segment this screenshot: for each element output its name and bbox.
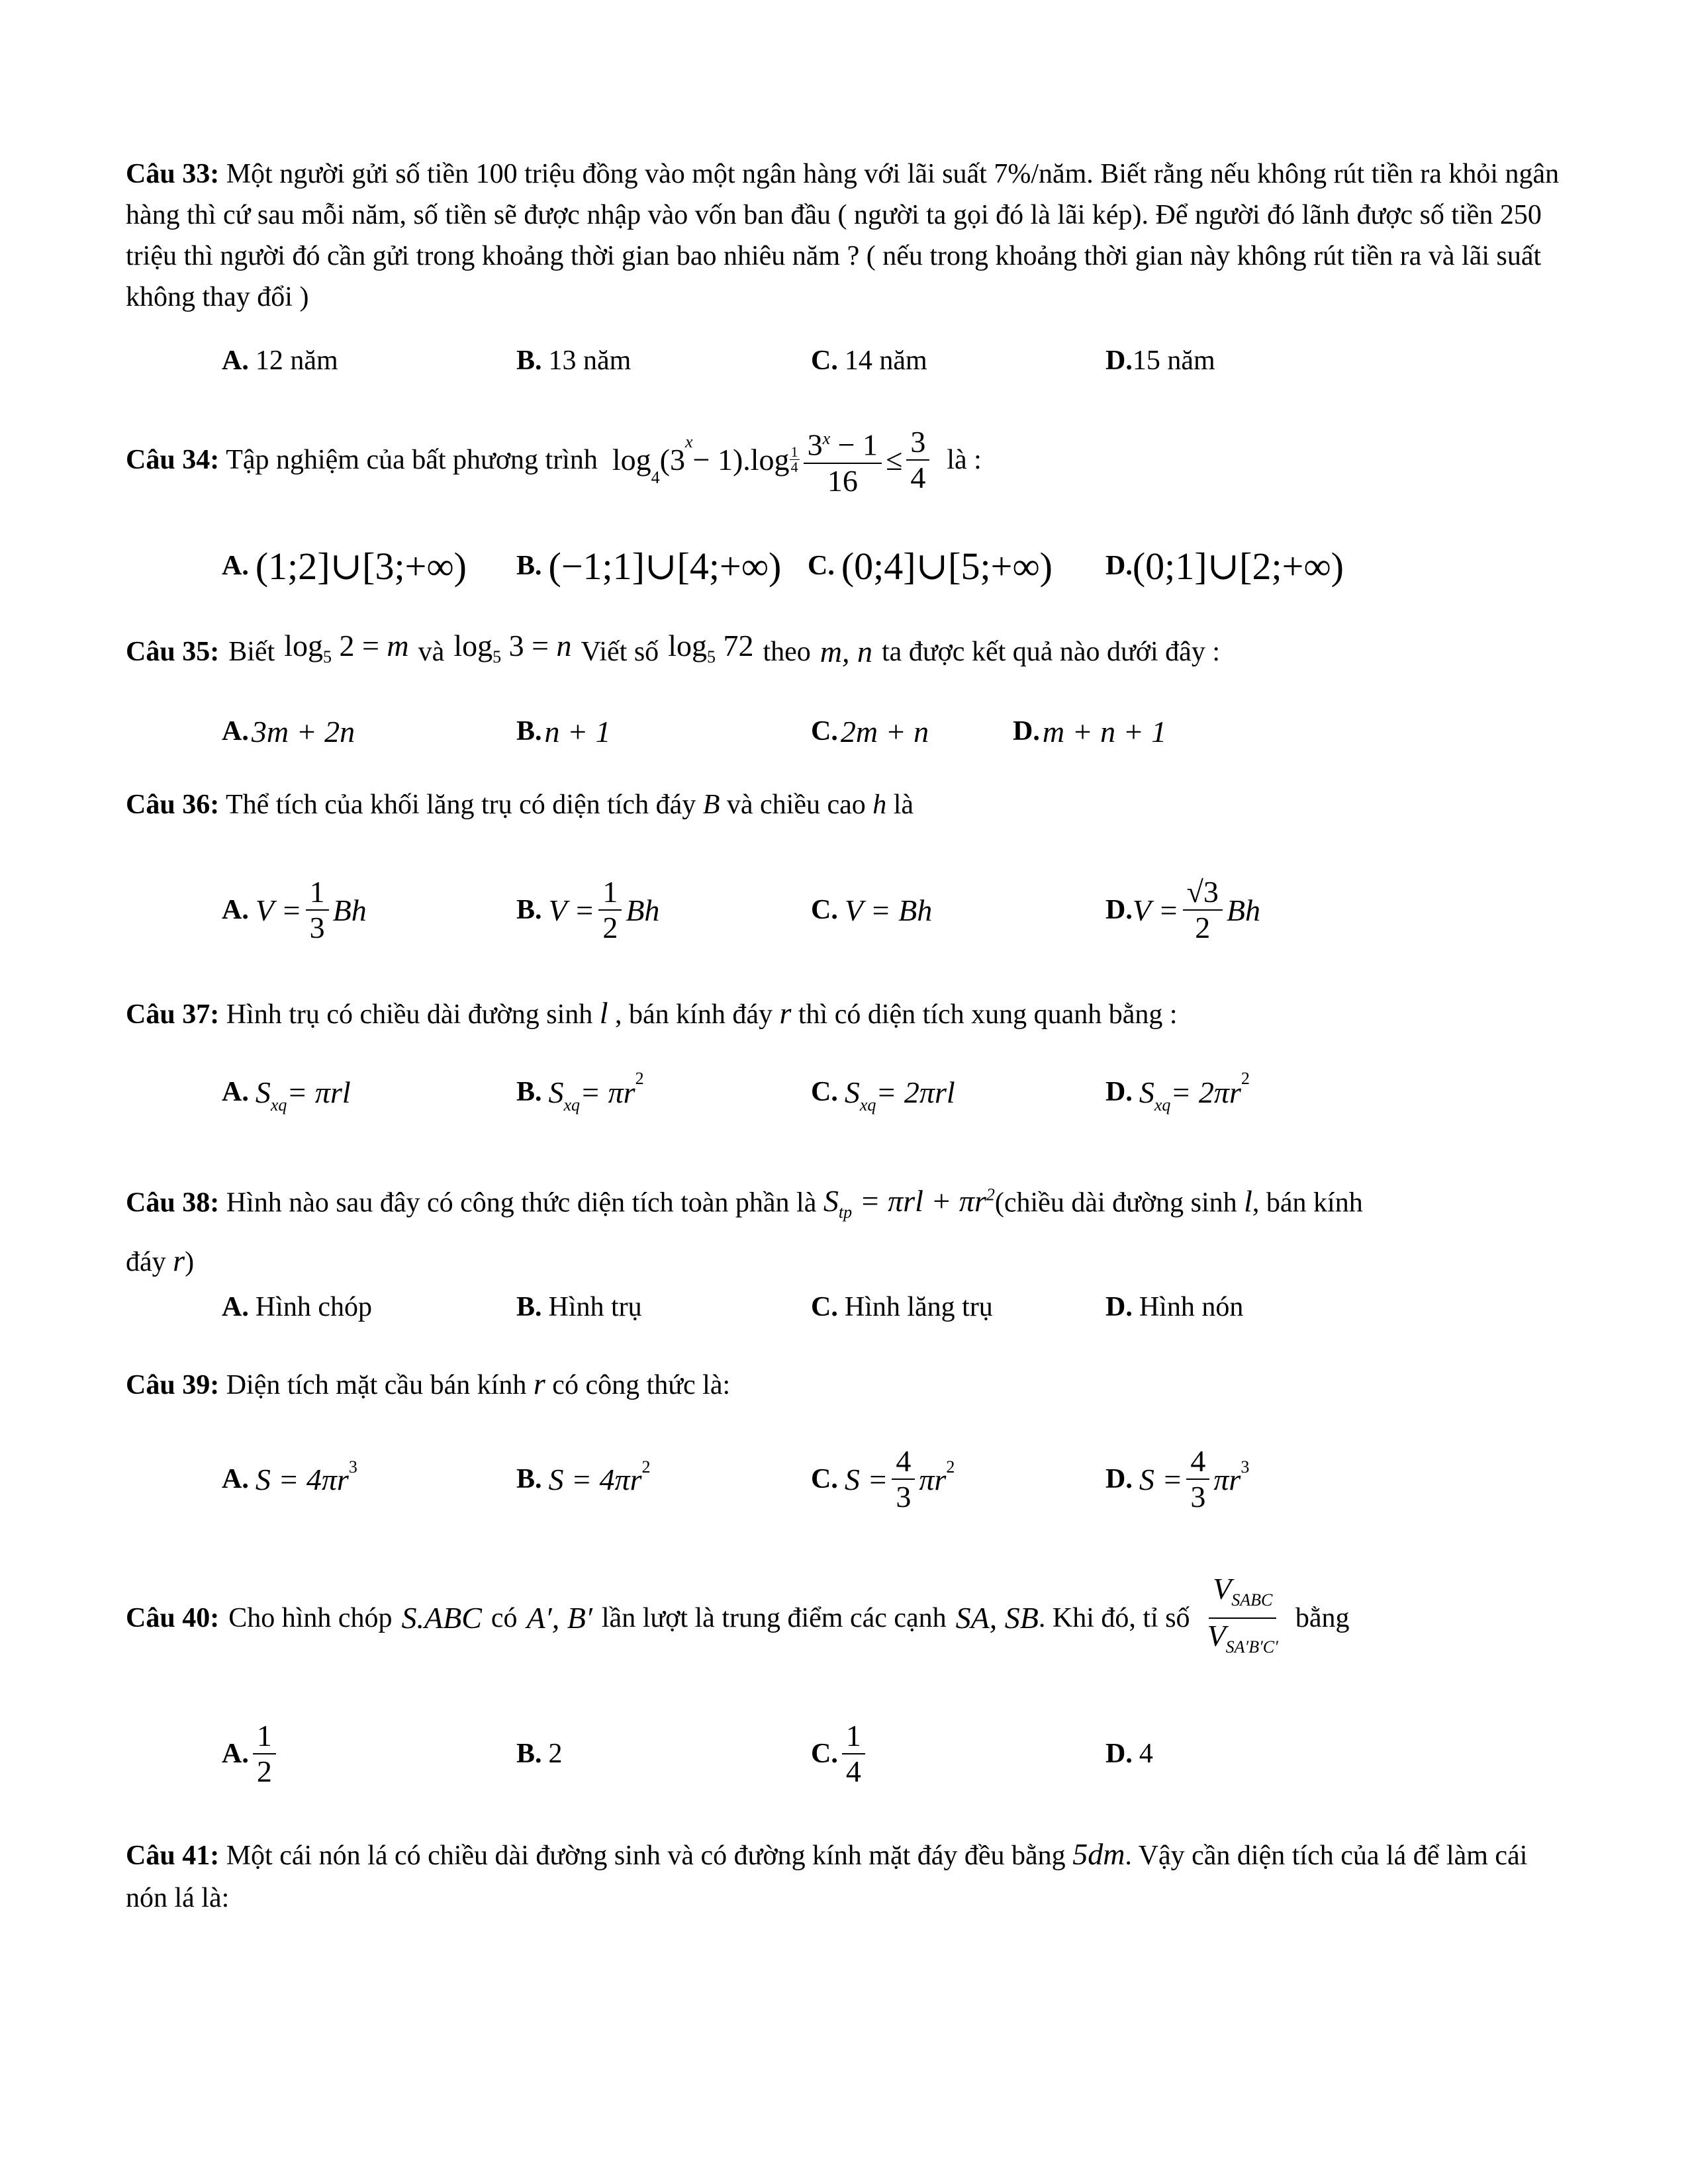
inequality-formula: log $_4$ (3 $^x$ − 1).log 1 4 $\frac{3^x - 1}{16}$ ≤ $\frac{3}{4}$ — [612, 422, 933, 498]
question-text: Tập nghiệm của bất phương trình — [226, 445, 598, 475]
option-c: C. V = Bh — [811, 893, 933, 927]
option-d: D. (0;1]∪[2;+∞) — [1105, 545, 1344, 588]
options-38 — [0, 1271, 1688, 1343]
question-tail: là : — [947, 445, 982, 475]
question-39: Câu 39: Diện tích mặt cầu bán kính r có công thức là: — [126, 1367, 731, 1400]
question-label: Câu 34: — [126, 445, 220, 475]
question-label: Câu 37: — [126, 999, 220, 1030]
option-b: B. (−1;1]∪[4;+∞) — [516, 545, 782, 588]
option-c: C. $\frac{1}{4}$ — [811, 1707, 869, 1800]
question-label: Câu 41: — [126, 1841, 220, 1871]
option-a: A. (1;2]∪[3;+∞) — [222, 545, 467, 588]
option-b: B. Hình trụ — [516, 1292, 642, 1322]
option-d: D. m + n + 1 — [1013, 714, 1167, 749]
options-37 — [0, 1056, 1688, 1128]
question-33 — [126, 154, 1569, 318]
question-label: Câu 39: — [126, 1370, 220, 1400]
option-a: A. Hình chóp — [222, 1292, 372, 1322]
option-d: D. S $_{xq}$ = 2πr $^2$ — [1105, 1069, 1250, 1115]
option-c: C. 14 năm — [811, 345, 927, 376]
option-c: C. (0;4]∪[5;+∞) — [808, 545, 1053, 588]
volume-ratio: $\frac{V_{SABC}}{V_{SA'B'C'}}$ — [1207, 1571, 1278, 1657]
option-d: D. 4 — [1105, 1739, 1153, 1769]
option-d: D. Hình nón — [1105, 1292, 1244, 1322]
question-37: Câu 37: Hình trụ có chiều dài đường sinh l , bán kính đáy r thì có diện tích xung quanh bằng : — [126, 996, 1178, 1030]
question-34 — [126, 414, 1569, 506]
option-d: D. V = $\frac{√3}{2}$ Bh — [1105, 875, 1261, 944]
option-b: B. S $_{xq}$ = πr $^2$ — [516, 1069, 644, 1115]
question-41: Câu 41: Một cái nón lá có chiều dài đường sinh và có đường kính mặt đáy đều bằng 5dm. Vậy cần diện tích của lá để làm cái nón lá là: — [126, 1837, 1528, 1913]
question-label: Câu 40: — [126, 1603, 220, 1633]
option-a: A. 12 năm — [222, 345, 338, 376]
option-a: A. S $_{xq}$ = πrl — [222, 1075, 351, 1115]
options-33 — [0, 324, 1688, 397]
question-label: Câu 36: — [126, 790, 220, 820]
question-label: Câu 33: — [126, 159, 220, 189]
question-36: Câu 36: Thể tích của khối lăng trụ có diện tích đáy B và chiều cao h là — [126, 790, 914, 820]
question-label: Câu 35: — [126, 637, 220, 667]
option-c: C. Hình lăng trụ — [811, 1292, 993, 1322]
option-a: A. V = $\frac{1}{3}$ Bh — [222, 875, 367, 944]
option-a: A. $\frac{1}{2}$ — [222, 1707, 280, 1800]
options-34 — [0, 529, 1688, 602]
question-label: Câu 38: — [126, 1187, 220, 1218]
options-36 — [0, 867, 1688, 953]
option-a: A. S = 4πr $^3$ — [222, 1457, 357, 1496]
question-35: Câu 35: Biết $\log_5 2 = m$ và $\log_5 3 = n$ Viết số $\log_5 72$ theo m, n ta được kết quả nào dưới đây : — [126, 629, 1569, 675]
option-c: C. S $_{xq}$ = 2πrl — [811, 1075, 955, 1115]
question-text: Một người gửi số tiền 100 triệu đồng vào một ngân hàng với lãi suất 7%/năm. Biết rằng nếu không rút tiền ra khỏi ngân hàng thì cứ sau mỗi năm, số tiền sẽ được nhập vào vốn ban đầu ( người ta gọi đó là lãi kép). Để người đó lãnh được số tiền 250 triệu thì người đó cần gửi trong khoảng thời gian bao nhiêu năm ? ( nếu trong khoảng thời gian này không rút tiền ra và lãi suất không thay đổi ) — [126, 159, 1560, 312]
option-c: C. 2m + n — [811, 714, 929, 749]
option-d: D. 15 năm — [1105, 345, 1215, 376]
options-35 — [0, 695, 1688, 768]
option-b: B. V = $\frac{1}{2}$ Bh — [516, 875, 660, 944]
option-b: B. 13 năm — [516, 345, 632, 376]
option-a: A. 3m + 2n — [222, 714, 355, 749]
options-40 — [0, 1707, 1688, 1800]
options-39 — [0, 1436, 1688, 1522]
option-b: B. 2 — [516, 1739, 563, 1769]
option-b: B. S = 4πr $^2$ — [516, 1457, 651, 1496]
option-c: C. S = $\frac{4}{3}$ πr $^2$ — [811, 1444, 955, 1514]
question-38: Câu 38: Hình nào sau đây có công thức diện tích toàn phần là $S_{tp} = \pi rl$ + $\pi r^2(chiều$ dài đường sinh l, bán kính đáy r) — [126, 1184, 1363, 1277]
question-40: Câu 40: Cho hình chóp S.ABC có A′, B′ lần lượt là trung điểm các cạnh SA, SB . Khi đó, tỉ số $\frac{V_{SABC}}{V_{SA'B'C'}}$ bằng — [126, 1565, 1569, 1671]
option-b: B. n + 1 — [516, 714, 611, 749]
option-d: D. S = $\frac{4}{3}$ πr $^3$ — [1105, 1444, 1250, 1514]
